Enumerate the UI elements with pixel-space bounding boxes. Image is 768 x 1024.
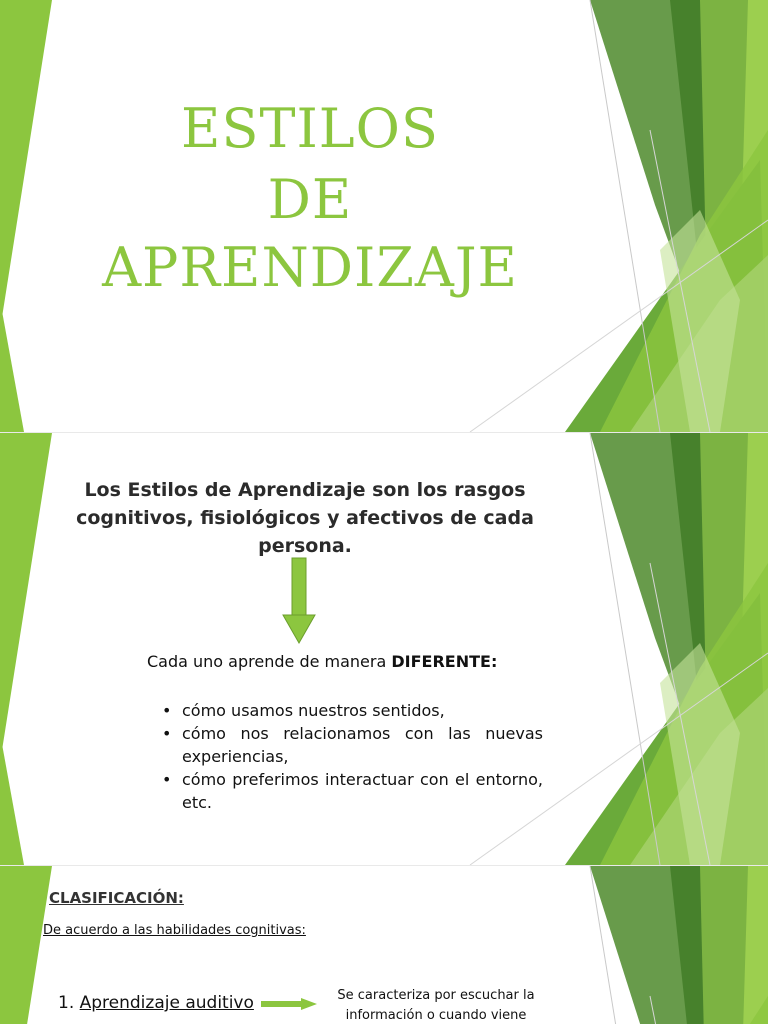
list-item: • cómo usamos nuestros sentidos, [160,699,543,722]
down-arrow-icon [281,557,317,645]
list-item: • cómo nos relacionamos con las nuevas experiencias, [160,722,543,768]
triangle-bullet-icon [31,890,41,902]
title-line-1: ESTILOS [181,97,439,160]
slide-definition [0,433,768,865]
classification-heading: CLASIFICACIÓN: [31,889,184,907]
subheading: De acuerdo a las habilidades cognitivas: [43,923,306,938]
right-arrow-icon [261,998,317,1010]
item-auditivo: 1. Aprendizaje auditivo [58,993,254,1013]
title-line-2: DE [267,168,353,231]
lead-emphasis: DIFERENTE: [391,652,498,671]
item-description: Se caracteriza por escuchar la información o cuando viene [337,988,535,1023]
definition-text: Los Estilos de Aprendizaje son los rasgos cognitivos, fisiológicos y afectivos de cada persona. [76,479,534,557]
list-item: • cómo preferimos interactuar con el entorno, etc. [160,768,543,814]
lead-text: Cada uno aprende de manera DIFERENTE: [147,652,498,671]
bullet-list [160,699,543,814]
slide-title [0,0,768,432]
slide-classification [0,866,768,1024]
title-line-3: APRENDIZAJE [102,236,518,299]
